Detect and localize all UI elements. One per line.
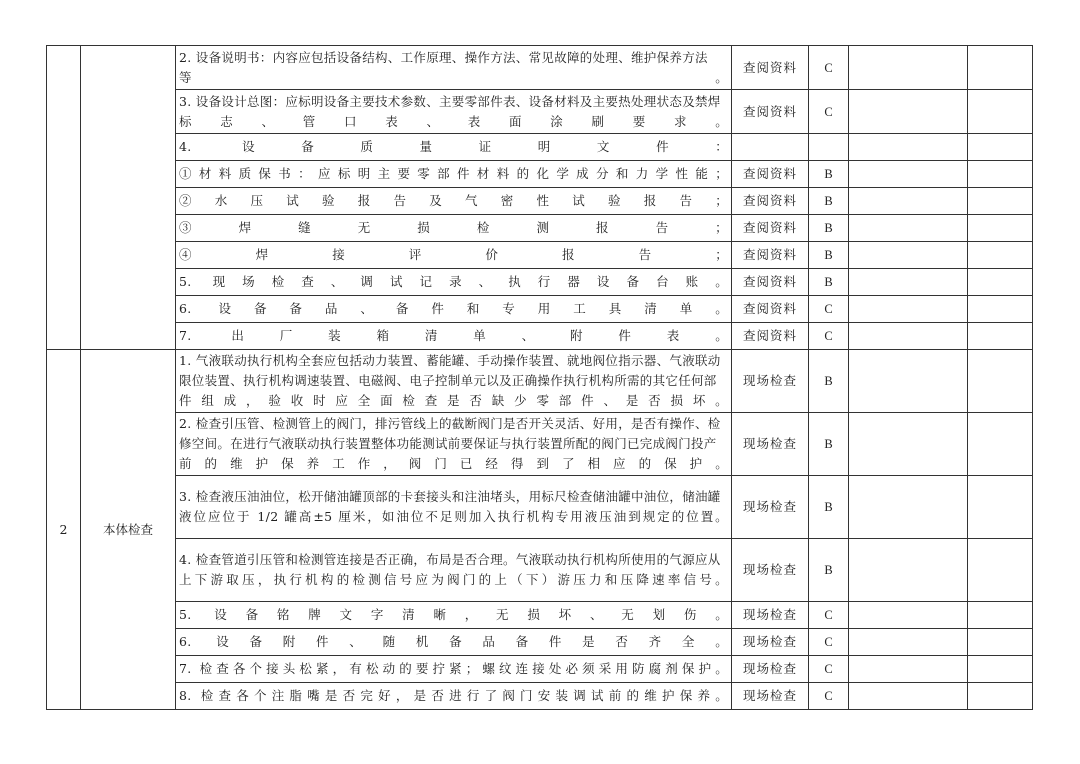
blank-cell [849,476,968,539]
grade-cell: C [809,296,849,323]
blank-cell [849,90,968,134]
check-method-cell: 查阅资料 [732,323,809,350]
blank-cell [849,656,968,683]
table-row [47,215,1033,242]
check-item-cell: 7. 出厂装箱清单、附件表。 [176,323,732,350]
table-row [47,350,1033,413]
check-item-cell: 2. 检查引压管、检测管上的阀门，排污管线上的截断阀门是否开关灵活、好用，是否有操作、检修空间。在进行气液联动执行装置整体功能测试前要保证与执行装置所配的阀门已完成阀门投产前的维护保养工作，阀门已经得到了相应的保护。 [176,413,732,476]
section-number-cell: 2 [47,350,81,710]
check-item-cell: 7. 检查各个接头松紧，有松动的要拧紧；螺纹连接处必须采用防腐剂保护。 [176,656,732,683]
check-item-cell: ④焊接评价报告； [176,242,732,269]
table-row [47,323,1033,350]
grade-cell: B [809,188,849,215]
check-method-cell: 查阅资料 [732,296,809,323]
check-method-cell: 现场检查 [732,413,809,476]
table-row [47,242,1033,269]
check-item-cell: ①材料质保书：应标明主要零部件材料的化学成分和力学性能； [176,161,732,188]
blank-cell [968,296,1033,323]
grade-cell: B [809,539,849,602]
blank-cell [968,215,1033,242]
check-method-cell: 现场检查 [732,350,809,413]
check-item-cell: 1. 气液联动执行机构全套应包括动力装置、蓄能罐、手动操作装置、就地阀位指示器、气液联动限位装置、执行机构调速装置、电磁阀、电子控制单元以及正确操作执行机构所需的其它任何部件组成，验收时应全面检查是否缺少零部件、是否损坏。 [176,350,732,413]
table-row [47,161,1033,188]
table-row [47,296,1033,323]
blank-cell [968,602,1033,629]
check-item-cell: 3. 检查液压油油位，松开储油罐顶部的卡套接头和注油堵头，用标尺检查储油罐中油位，储油罐液位应位于 1/2 罐高±5 厘米，如油位不足则加入执行机构专用液压油到规定的位置。 [176,476,732,539]
blank-cell [968,188,1033,215]
check-method-cell: 查阅资料 [732,215,809,242]
blank-cell [968,656,1033,683]
grade-cell: C [809,323,849,350]
section-category-cell [81,46,176,350]
table-row [47,656,1033,683]
blank-cell [968,46,1033,90]
table-row [47,629,1033,656]
blank-cell [849,323,968,350]
table-row [47,46,1033,90]
table-body [47,46,1033,710]
grade-cell: B [809,413,849,476]
blank-cell [968,629,1033,656]
blank-cell [849,602,968,629]
check-method-cell [732,134,809,161]
blank-cell [968,134,1033,161]
inspection-table [46,45,1033,710]
section-number-cell [47,46,81,350]
check-item-cell: 4. 检查管道引压管和检测管连接是否正确，布局是否合理。气液联动执行机构所使用的气源应从上下游取压，执行机构的检测信号应为阀门的上（下）游压力和压降速率信号。 [176,539,732,602]
check-item-cell: 4. 设备质量证明文件： [176,134,732,161]
table-row [47,413,1033,476]
table-row [47,90,1033,134]
table-row [47,683,1033,710]
check-item-cell: 3. 设备设计总图：应标明设备主要技术参数、主要零部件表、设备材料及主要热处理状态及禁焊标志、管口表、表面涂刷要求。 [176,90,732,134]
check-item-cell: 5. 现场检查、调试记录、执行器设备台账。 [176,269,732,296]
blank-cell [849,539,968,602]
check-item-cell: 8. 检查各个注脂嘴是否完好，是否进行了阀门安装调试前的维护保养。 [176,683,732,710]
blank-cell [849,296,968,323]
blank-cell [849,134,968,161]
blank-cell [849,413,968,476]
blank-cell [968,683,1033,710]
table-row [47,134,1033,161]
check-method-cell: 查阅资料 [732,269,809,296]
check-method-cell: 查阅资料 [732,161,809,188]
blank-cell [849,161,968,188]
grade-cell [809,134,849,161]
check-method-cell: 现场检查 [732,476,809,539]
blank-cell [968,413,1033,476]
check-item-cell: ③焊缝无损检测报告； [176,215,732,242]
grade-cell: B [809,161,849,188]
check-method-cell: 现场检查 [732,539,809,602]
blank-cell [849,269,968,296]
check-item-cell: 5. 设备铭牌文字清晰，无损坏、无划伤。 [176,602,732,629]
blank-cell [849,188,968,215]
blank-cell [849,350,968,413]
check-item-cell: 6. 设备附件、随机备品备件是否齐全。 [176,629,732,656]
grade-cell: C [809,602,849,629]
blank-cell [968,539,1033,602]
grade-cell: B [809,242,849,269]
table-row [47,602,1033,629]
grade-cell: C [809,46,849,90]
check-method-cell: 现场检查 [732,656,809,683]
check-item-cell: 2. 设备说明书：内容应包括设备结构、工作原理、操作方法、常见故障的处理、维护保养方法等。 [176,46,732,90]
grade-cell: B [809,476,849,539]
table-row [47,269,1033,296]
grade-cell: C [809,629,849,656]
check-method-cell: 查阅资料 [732,90,809,134]
grade-cell: C [809,656,849,683]
check-method-cell: 查阅资料 [732,46,809,90]
table-row [47,476,1033,539]
blank-cell [968,269,1033,296]
check-method-cell: 查阅资料 [732,242,809,269]
blank-cell [968,242,1033,269]
grade-cell: C [809,683,849,710]
blank-cell [968,350,1033,413]
grade-cell: B [809,350,849,413]
check-method-cell: 现场检查 [732,629,809,656]
blank-cell [849,629,968,656]
blank-cell [968,323,1033,350]
blank-cell [849,242,968,269]
table-row [47,188,1033,215]
section-category-cell: 本体检查 [81,350,176,710]
grade-cell: B [809,269,849,296]
check-method-cell: 现场检查 [732,683,809,710]
check-method-cell: 现场检查 [732,602,809,629]
grade-cell: B [809,215,849,242]
check-method-cell: 查阅资料 [732,188,809,215]
blank-cell [968,161,1033,188]
table-row [47,539,1033,602]
grade-cell: C [809,90,849,134]
check-item-cell: 6. 设备备品、备件和专用工具清单。 [176,296,732,323]
blank-cell [849,46,968,90]
blank-cell [849,215,968,242]
blank-cell [968,90,1033,134]
check-item-cell: ②水压试验报告及气密性试验报告； [176,188,732,215]
blank-cell [849,683,968,710]
blank-cell [968,476,1033,539]
